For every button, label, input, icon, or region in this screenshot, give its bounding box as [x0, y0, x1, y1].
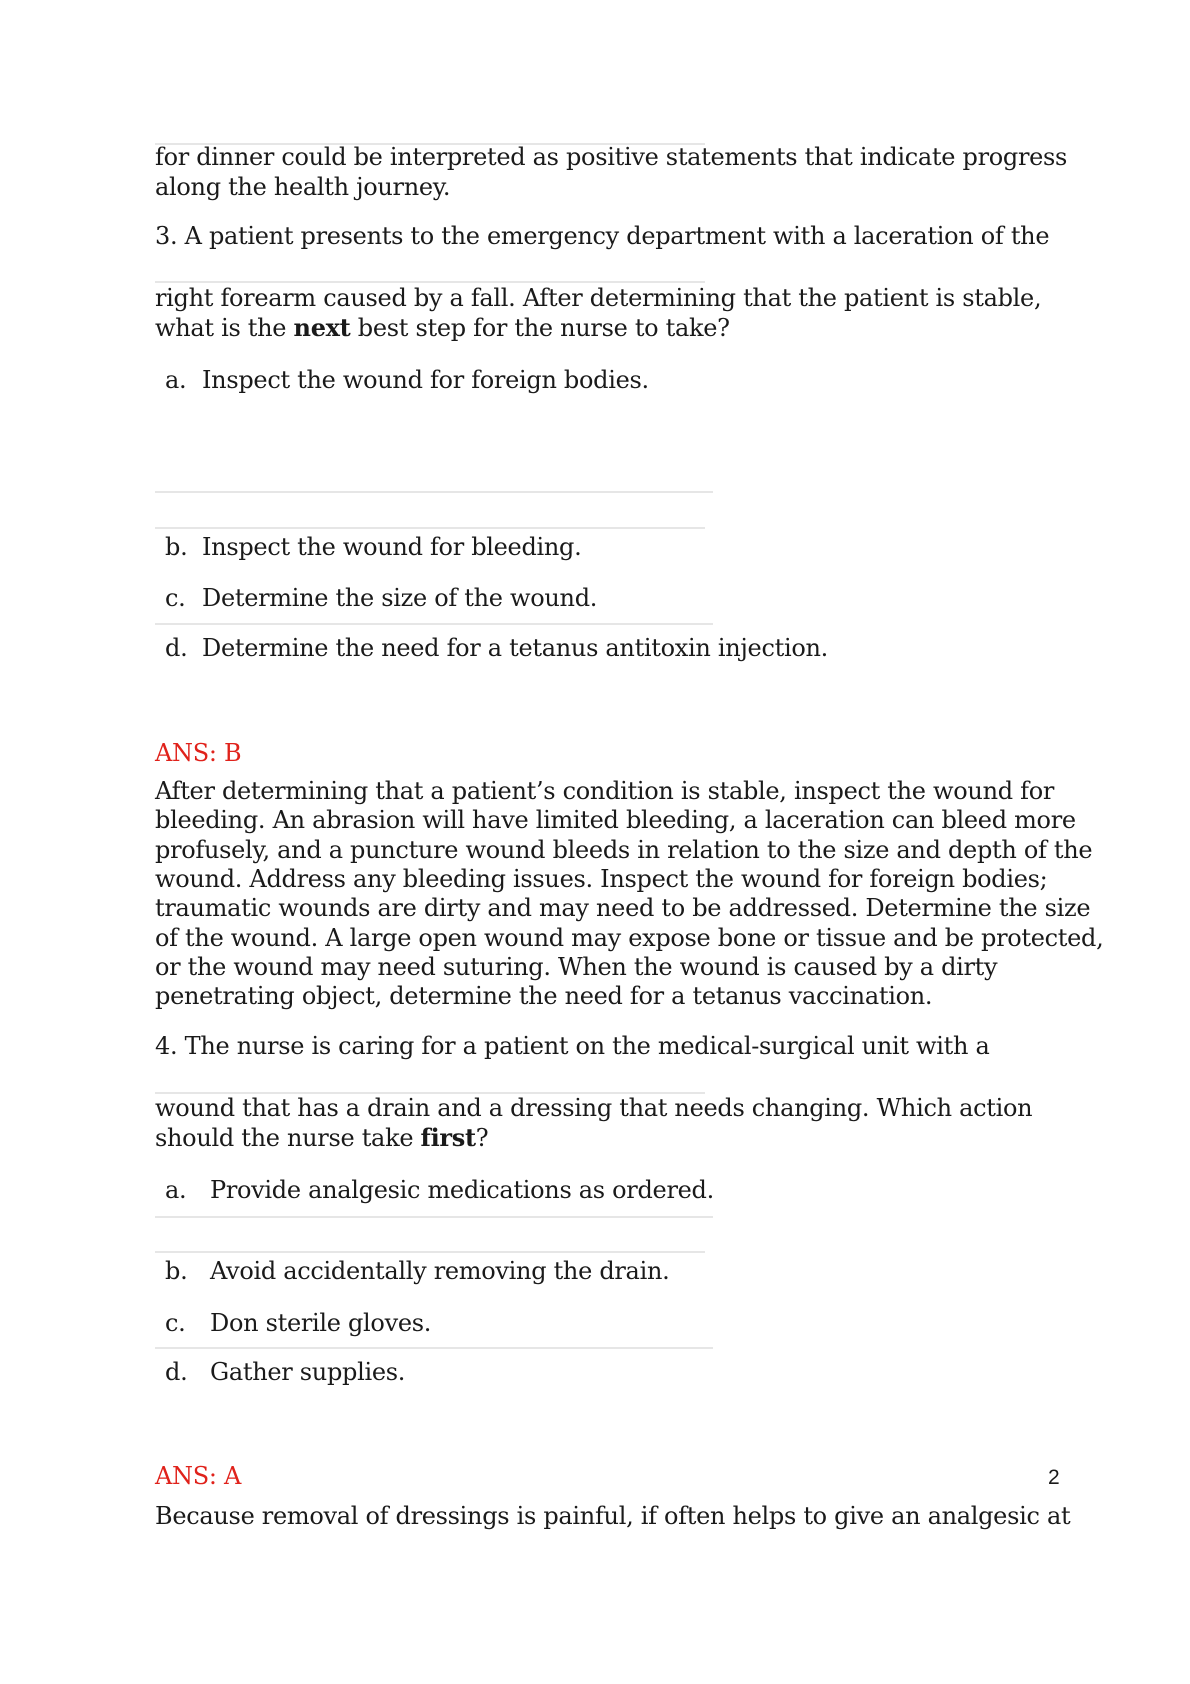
option-text: Provide analgesic medications as ordered. — [210, 1176, 714, 1204]
question-4-rationale-line-1: Because removal of dressings is painful, if often helps to give an analgesic at — [155, 1502, 1071, 1530]
question-3-rationale-line-2: bleeding. An abrasion will have limited bleeding, a laceration can bleed more — [155, 806, 1076, 834]
option-letter: c. — [165, 1309, 186, 1337]
option-text: Don sterile gloves. — [210, 1309, 432, 1337]
option-letter: a. — [165, 366, 187, 394]
divider-line — [155, 623, 713, 625]
question-4-answer: ANS: A — [155, 1462, 242, 1490]
question-4-stem-line-2: wound that has a drain and a dressing that needs changing. Which action — [155, 1094, 1033, 1122]
question-3-stem-text: what is the — [155, 314, 294, 342]
option-letter: b. — [165, 1257, 188, 1285]
option-text: Gather supplies. — [210, 1358, 406, 1386]
question-3-answer: ANS: B — [155, 739, 242, 767]
question-3-stem-text: best step for the nurse to take? — [350, 314, 730, 342]
question-3-stem-line-2: right forearm caused by a fall. After determining that the patient is stable, — [155, 284, 1042, 312]
question-3-rationale-line-1: After determining that a patient’s condition is stable, inspect the wound for — [155, 777, 1055, 805]
option-letter: c. — [165, 584, 186, 612]
page-number: 2 — [1048, 1466, 1060, 1489]
option-text: Determine the size of the wound. — [202, 584, 598, 612]
divider-line — [155, 491, 713, 493]
option-letter: d. — [165, 1358, 188, 1386]
question-3-stem-line-3 — [155, 313, 1055, 344]
question-3-rationale-line-6: of the wound. A large open wound may expose bone or tissue and be protected, — [155, 924, 1104, 952]
option-letter: b. — [165, 533, 188, 561]
question-4-stem-text: should the nurse take — [155, 1124, 421, 1152]
question-3-rationale-line-7: or the wound may need suturing. When the wound is caused by a dirty — [155, 953, 998, 981]
question-4-stem-line-3 — [155, 1123, 1055, 1154]
option-text: Inspect the wound for foreign bodies. — [202, 366, 649, 394]
question-3-rationale-line-8: penetrating object, determine the need for a tetanus vaccination. — [155, 982, 933, 1010]
option-letter: d. — [165, 634, 188, 662]
divider-line — [155, 527, 705, 529]
question-3-rationale-line-3: profusely, and a puncture wound bleeds in relation to the size and depth of the — [155, 836, 1093, 864]
prev-explanation-line-2: along the health journey. — [155, 173, 451, 201]
option-letter: a. — [165, 1176, 187, 1204]
question-4-stem-line-1: 4. The nurse is caring for a patient on the medical-surgical unit with a — [155, 1032, 990, 1060]
divider-line — [155, 1216, 713, 1218]
question-3-stem-line-1: 3. A patient presents to the emergency department with a laceration of the — [155, 222, 1050, 250]
divider-line — [155, 281, 705, 283]
question-4-stem-text: ? — [475, 1124, 489, 1152]
question-3-keyword: next — [293, 313, 351, 342]
question-3-rationale-line-5: traumatic wounds are dirty and may need to be addressed. Determine the size — [155, 894, 1091, 922]
prev-explanation-line-1: for dinner could be interpreted as positive statements that indicate progress — [155, 143, 1068, 171]
question-4-keyword: first — [420, 1123, 476, 1152]
divider-line — [155, 1251, 705, 1253]
option-text: Determine the need for a tetanus antitoxin injection. — [202, 634, 828, 662]
divider-line — [155, 1347, 713, 1349]
question-3-rationale-line-4: wound. Address any bleeding issues. Inspect the wound for foreign bodies; — [155, 865, 1048, 893]
option-text: Inspect the wound for bleeding. — [202, 533, 582, 561]
option-text: Avoid accidentally removing the drain. — [210, 1257, 670, 1285]
